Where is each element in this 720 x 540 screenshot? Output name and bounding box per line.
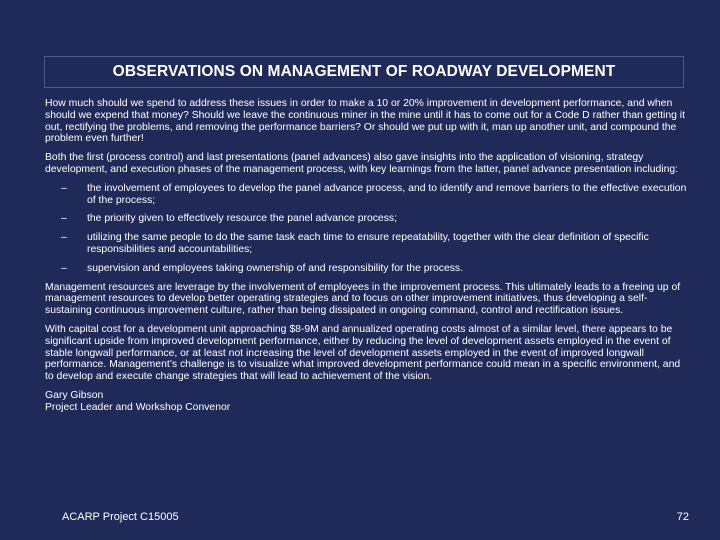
signature-name: Gary Gibson [45, 389, 104, 401]
bullet-text: the priority given to effectively resource the panel advance process; [87, 213, 397, 225]
bullet-list [45, 183, 690, 275]
page-number: 72 [676, 511, 689, 523]
bullet-dash: – [61, 232, 67, 244]
bullet-item [45, 183, 690, 207]
bullet-dash: – [61, 182, 67, 194]
bullet-item [45, 232, 690, 256]
paragraph-spending-question: How much should we spend to address these issues in order to make a 10 or 20% improvement in development performance, and when should we expend that money? Should we leave the continuous miner in the mine until it has to come out for a Code D rather than getting it out, rectifying the problems, and removing the performance barriers? Or should we put up with it, man up another unit, and compound the problem even further! [45, 98, 685, 145]
page-title: OBSERVATIONS ON MANAGEMENT OF ROADWAY DEVELOPMENT [112, 63, 616, 80]
title-box [44, 56, 684, 88]
signature-block [45, 390, 690, 414]
bullet-text: the involvement of employees to develop the panel advance process, and to identify and remove barriers to the effective execution of the process; [87, 182, 687, 206]
bullet-item [45, 213, 690, 225]
paragraph-management-resources: Management resources are leverage by the involvement of employees in the improvement process. This ultimately leads to a freeing up of management resources to develop better operating strategies and to focus on other improvement initiatives, thus developing a self-sustaining continuous improvement culture, rather than being dissipated in ongoing command, control and rectification issues. [45, 281, 681, 317]
body-content [45, 98, 690, 414]
signature-role: Project Leader and Workshop Convenor [45, 401, 231, 413]
footer-project: ACARP Project C15005 [62, 511, 179, 523]
paragraph-capital-cost: With capital cost for a development unit approaching $8-9M and annualized operating costs almost of a similar level, there appears to be significant upside from improved development performance, either by reducing the level of development assets employed in the event of stable longwall performance, or at least not increasing the level of development assets employed in the event of improved longwall performance. Management’s challenge is to visualize what improved development performance could mean in a specific environment, and to develop and execute change strategies that will lead to achievement of the vision. [45, 323, 681, 383]
bullet-dash: – [61, 262, 67, 274]
bullet-text: utilizing the same people to do the same task each time to ensure repeatability, together with the clear definition of specific responsibilities and accountabilities; [87, 232, 649, 255]
paragraph-presentations: Both the first (process control) and last presentations (panel advances) also gave insights into the application of visioning, strategy development, and execution phases of the management process, with key learnings from the latter, panel advance presentation including: [45, 152, 679, 175]
bullet-item [45, 263, 690, 275]
bullet-dash: – [61, 213, 67, 225]
bullet-text: supervision and employees taking ownership of and responsibility for the process. [87, 262, 464, 274]
